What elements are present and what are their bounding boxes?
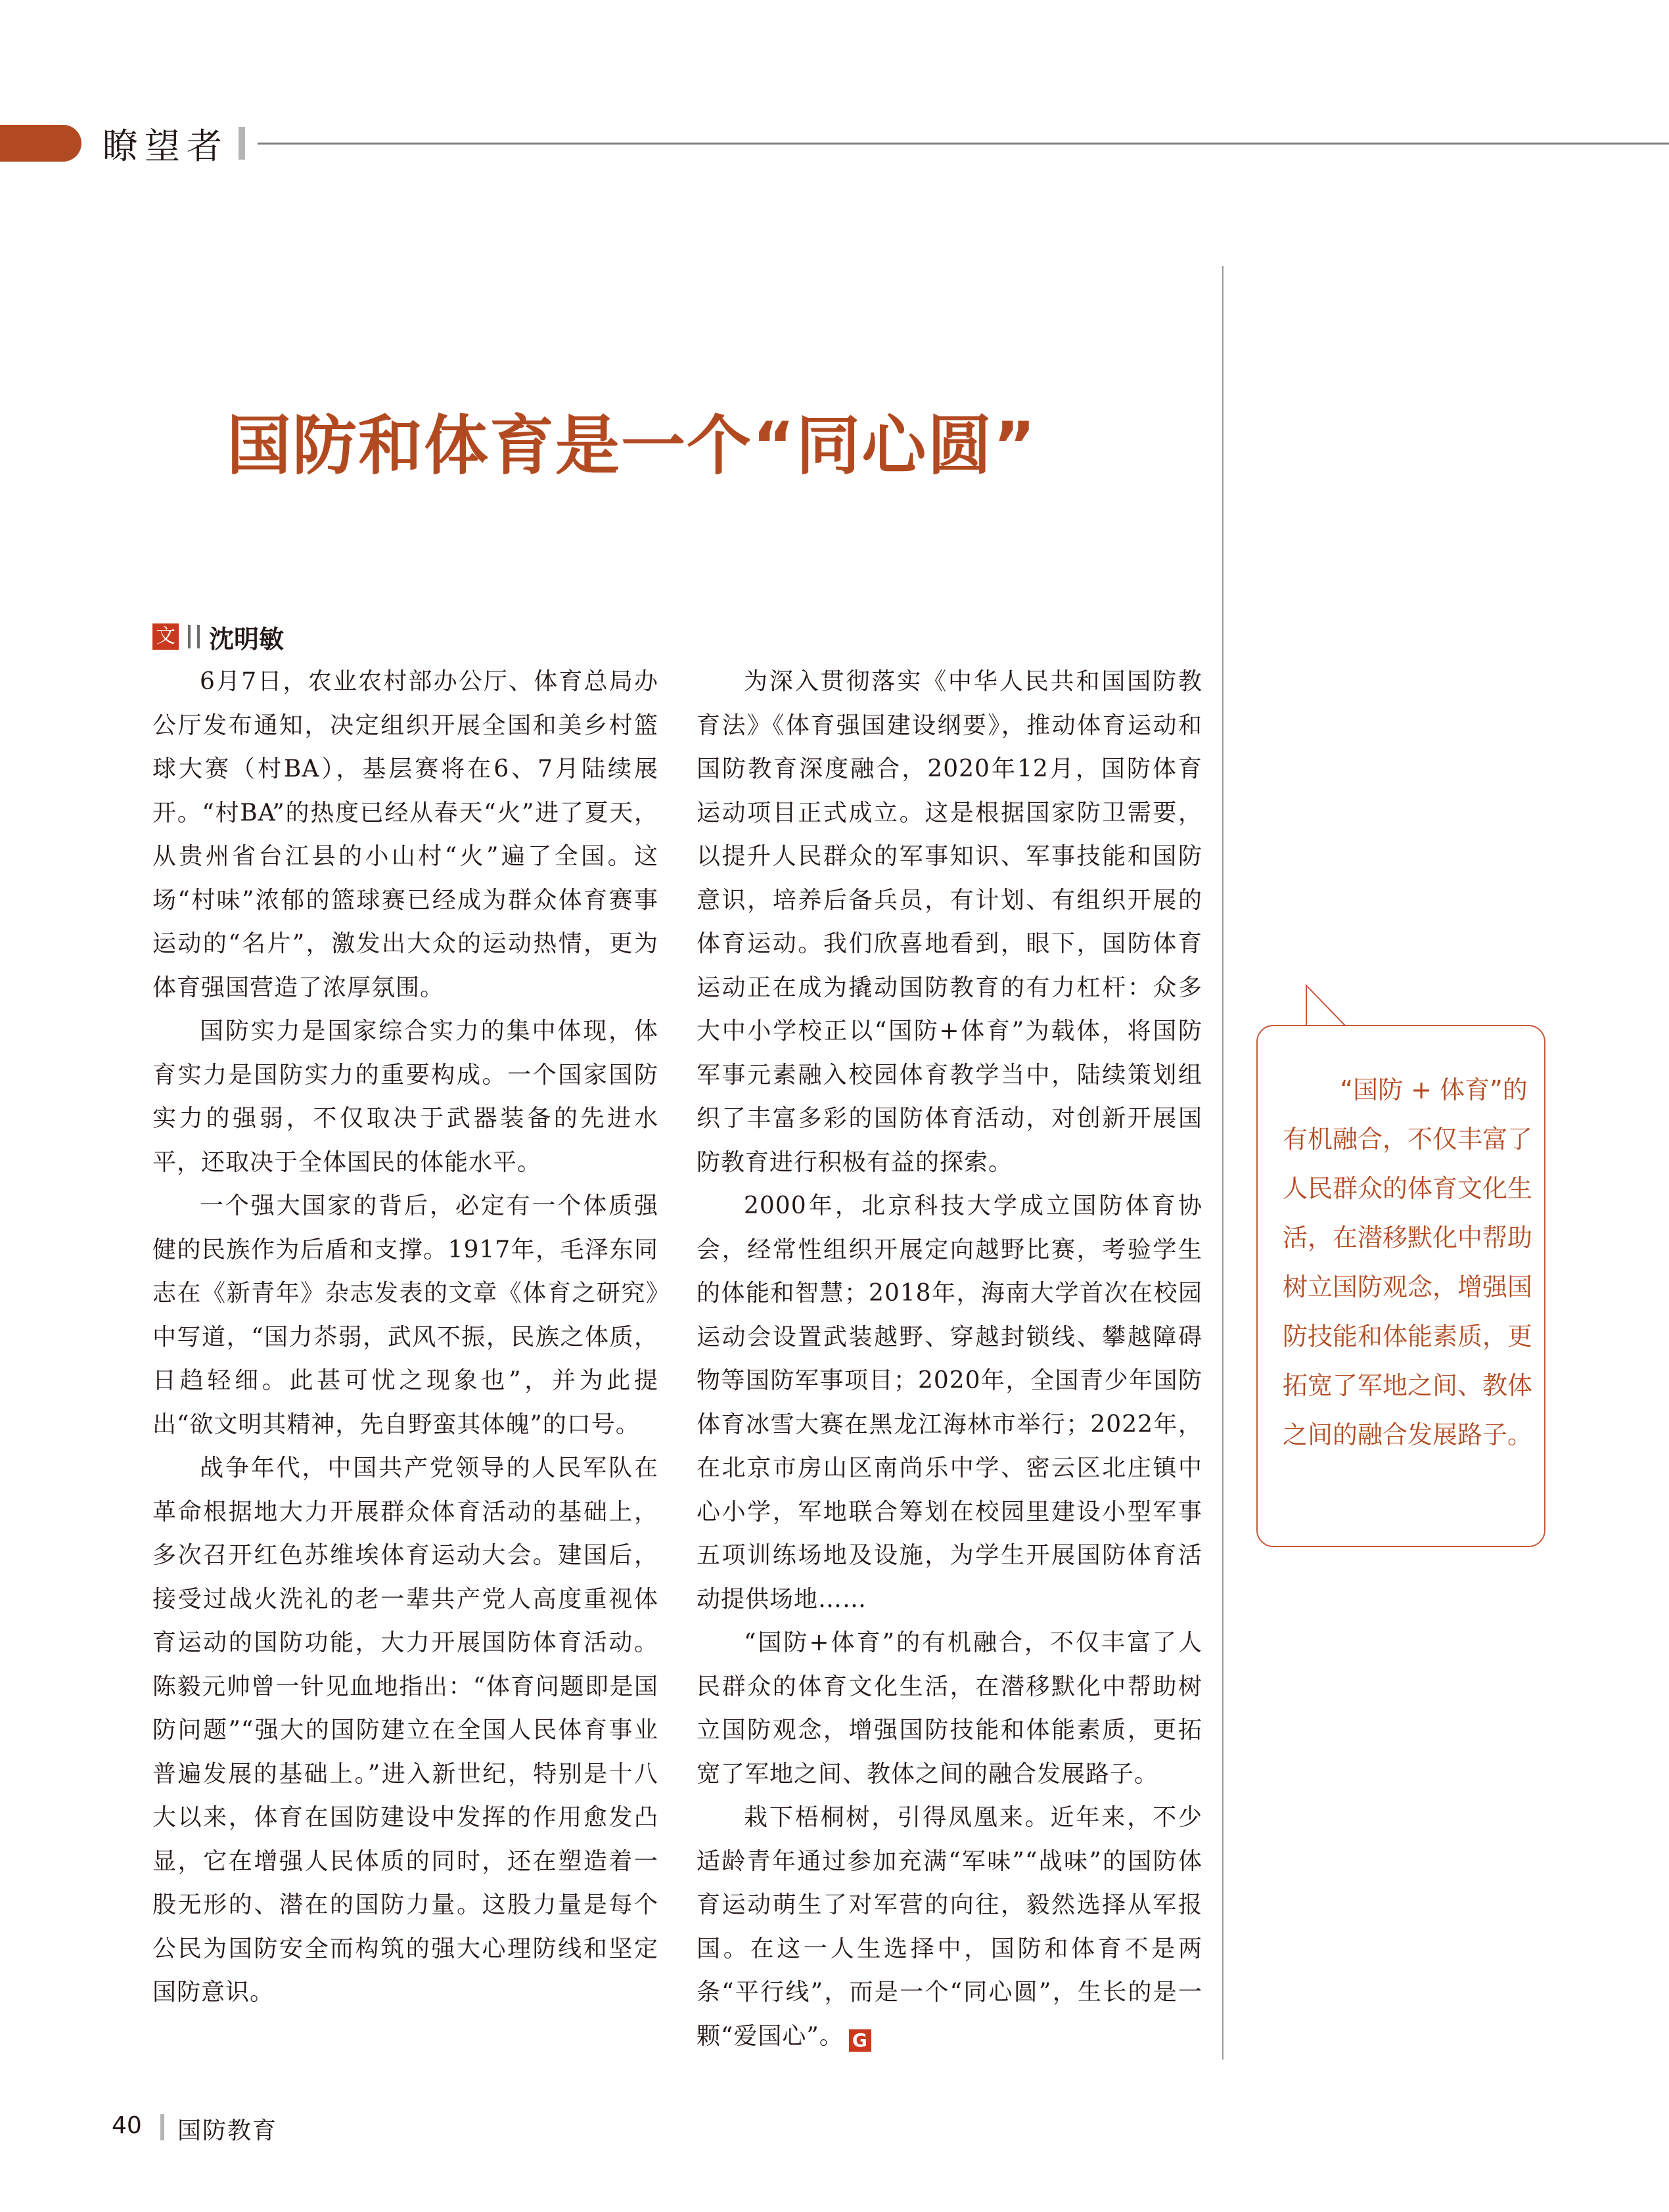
magazine-name: 国防教育 [177, 2117, 278, 2144]
header-accent-bar [0, 125, 81, 162]
article-column-right [697, 660, 1202, 2058]
sidebar-divider [1222, 266, 1223, 2060]
paragraph: 战争年代，中国共产党领导的人民军队在革命根据地大力开展群众体育活动的基础上，多次召开红色苏维埃体育运动大会。建国后，接受过战火洗礼的老一辈共产党人高度重视体育运动的国防功能，大力开展国防体育活动。陈毅元帅曾一针见血地指出：“体育问题即是国防问题”“强大的国防建立在全国人民体育事业普遍发展的基础上。”进入新世纪，特别是十八大以来，体育在国防建设中发挥的作用愈发凸显，它在增强人民体质的同时，还在塑造着一股无形的、潜在的国防力量。这股力量是每个公民为国防安全而构筑的强大心理防线和坚定国防意识。 [152, 1455, 658, 2006]
paragraph: 一个强大国家的背后，必定有一个体质强健的民族作为后盾和支撑。1917年，毛泽东同志在《新青年》杂志发表的文章《体育之研究》中写道，“国力苶弱，武风不振，民族之体质，日趋轻细。此甚可忧之现象也”，并为此提出“欲文明其精神，先自野蛮其体魄”的口号。 [152, 1192, 658, 1438]
header-rule [258, 143, 1669, 145]
speech-bubble-tail-icon [1294, 984, 1354, 1027]
byline-mark-icon: 文 [152, 623, 179, 650]
paragraph-text: 栽下梧桐树，引得凤凰来。近年来，不少适龄青年通过参加充满“军味”“战味”的国防体育运动萌生了对军营的向往，毅然选择从军报国。在这一人生选择中，国防和体育不是两条“平行线”，而是一个“同心圆”，生长的是一颗“爱国心”。 [697, 1804, 1202, 2050]
end-mark-icon: G [849, 2029, 871, 2052]
section-title: 瞭望者 [103, 125, 229, 167]
byline [152, 621, 284, 652]
author-name: 沈明敏 [209, 624, 285, 654]
byline-divider [197, 625, 200, 648]
paragraph: “国防+体育”的有机融合，不仅丰富了人民群众的体育文化生活，在潜移默化中帮助树立国防观念，增强国防技能和体能素质，更拓宽了军地之间、教体之间的融合发展路子。 [697, 1629, 1202, 1788]
article-column-left [152, 660, 658, 2015]
footer-divider [160, 2114, 164, 2140]
paragraph: 为深入贯彻落实《中华人民共和国国防教育法》《体育强国建设纲要》，推动体育运动和国防教育深度融合，2020年12月，国防体育运动项目正式成立。这是根据国家防卫需要，以提升人民群众的军事知识、军事技能和国防意识，培养后备兵员，有计划、有组织开展的体育运动。我们欣喜地看到，眼下，国防体育运动正在成为撬动国防教育的有力杠杆：众多大中小学校正以“国防+体育”为载体，将国防军事元素融入校园体育教学当中，陆续策划组织了丰富多彩的国防体育活动，对创新开展国防教育进行积极有益的探索。 [697, 668, 1202, 1176]
paragraph-last [697, 1796, 1202, 2058]
pull-quote-text: “国防 + 体育”的有机融合，不仅丰富了人民群众的体育文化生活，在潜移默化中帮助树立国防观念，增强国防技能和体能素质，更拓宽了军地之间、教体之间的融合发展路子。 [1283, 1075, 1533, 1449]
article-title: 国防和体育是一个“同心圆” [227, 409, 1037, 484]
header-divider [239, 127, 245, 160]
paragraph: 国防实力是国家综合实力的集中体现，体育实力是国防实力的重要构成。一个国家国防实力的强弱，不仅取决于武器装备的先进水平，还取决于全体国民的体能水平。 [152, 1018, 658, 1176]
byline-divider [188, 625, 191, 648]
page-number: 40 [112, 2112, 142, 2139]
paragraph: 2000年，北京科技大学成立国防体育协会，经常性组织开展定向越野比赛，考验学生的体能和智慧；2018年，海南大学首次在校园运动会设置武装越野、穿越封锁线、攀越障碍物等国防军事项目；2020年，全国青少年国防体育冰雪大赛在黑龙江海林市举行；2022年，在北京市房山区南尚乐中学、密云区北庄镇中心小学，军地联合筹划在校园里建设小型军事五项训练场地及设施，为学生开展国防体育活动提供场地…… [697, 1192, 1202, 1613]
paragraph: 6月7日，农业农村部办公厅、体育总局办公厅发布通知，决定组织开展全国和美乡村篮球大赛（村BA），基层赛将在6、7月陆续展开。“村BA”的热度已经从春天“火”进了夏天，从贵州省台江县的小山村“火”遍了全国。这场“村味”浓郁的篮球赛已经成为群众体育赛事运动的“名片”，激发出大众的运动热情，更为体育强国营造了浓厚氛围。 [152, 668, 658, 1001]
